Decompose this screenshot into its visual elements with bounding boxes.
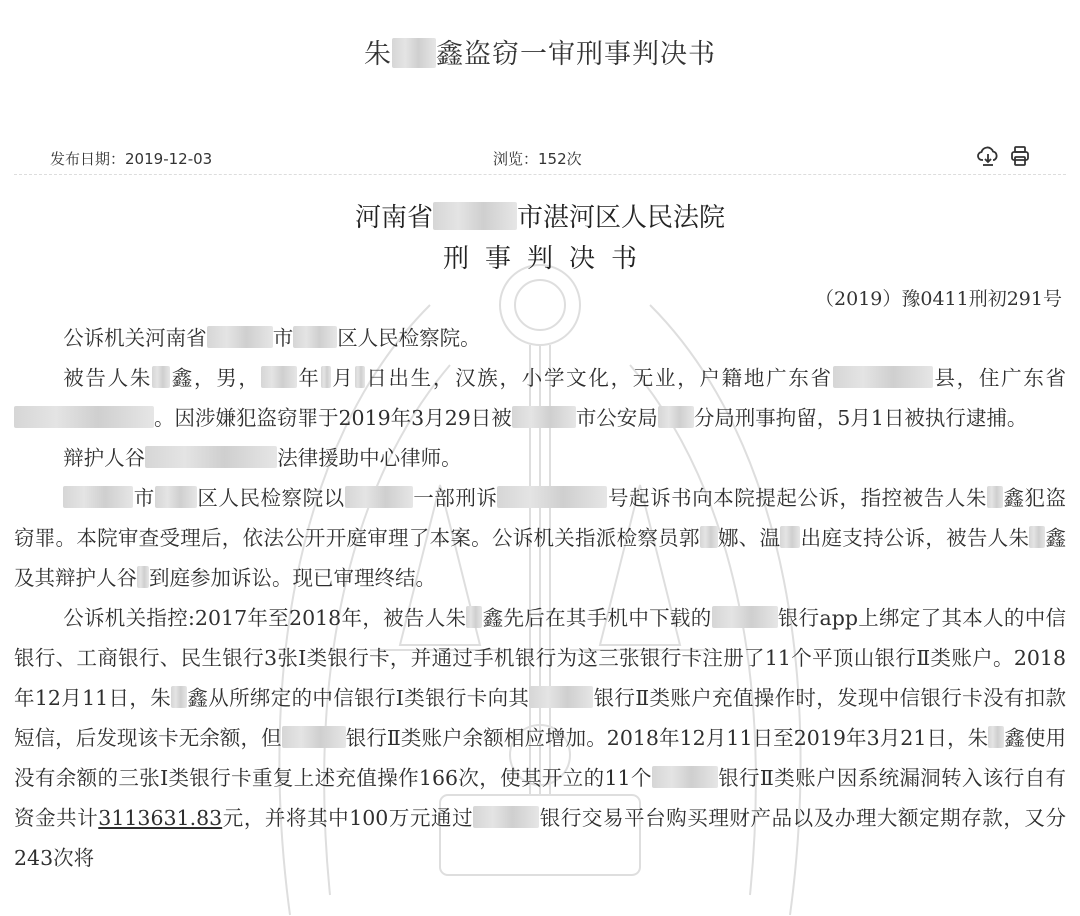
views-value: 152次 bbox=[538, 150, 582, 168]
case-number: （2019）豫0411刑初291号 bbox=[815, 288, 1062, 310]
download-icon[interactable] bbox=[976, 144, 1000, 168]
text-segment: 元，并将其中100万元通过 bbox=[222, 806, 474, 830]
text-segment: 银行Ⅱ类账户余额相应增加。2018年12月11日至2019年3月21日，朱 bbox=[345, 726, 989, 750]
publish-date-value: 2019-12-03 bbox=[125, 150, 213, 168]
redacted bbox=[155, 486, 197, 508]
text-segment: 到庭参加诉讼。现已审理终结。 bbox=[149, 566, 436, 590]
redacted bbox=[261, 366, 297, 388]
text-segment: 银行app上绑定了其本人的中信银行、工商银行、民生银行3张Ⅰ类银行卡，并通过手机银行为这三张银行卡注册了11个平顶山银行Ⅱ类账户。2018年12月11日，朱 bbox=[14, 606, 1067, 710]
header-divider bbox=[14, 174, 1066, 175]
text-segment: 银行交易平台购买理财产品以及办理大额定期存款，又分243次将 bbox=[14, 806, 1067, 870]
text-segment: 。因涉嫌犯盗窃罪于2019年3月29日被 bbox=[154, 406, 512, 430]
redacted bbox=[14, 406, 154, 428]
text-segment: 法律援助中心律师。 bbox=[277, 446, 462, 470]
redacted bbox=[293, 326, 337, 348]
redacted bbox=[345, 486, 413, 508]
text-segment: 市公安局 bbox=[575, 406, 658, 430]
publish-date-label: 发布日期： bbox=[50, 150, 126, 168]
doc-actions bbox=[976, 144, 1032, 168]
text-segment: 鑫先后在其手机中下载的 bbox=[482, 606, 712, 630]
meta-bar bbox=[0, 140, 1080, 174]
views-label: 浏览： bbox=[493, 150, 539, 168]
redacted bbox=[652, 766, 718, 788]
redacted bbox=[712, 606, 778, 628]
redacted bbox=[780, 526, 800, 548]
redacted-name bbox=[392, 38, 436, 68]
redacted-city bbox=[433, 202, 517, 230]
view-count bbox=[493, 148, 582, 169]
stolen-amount: 3113631.83 bbox=[98, 806, 223, 830]
text-segment: 区人民检察院以 bbox=[196, 486, 345, 510]
redacted bbox=[1029, 526, 1045, 548]
redacted bbox=[145, 446, 277, 468]
text-segment: 银行Ⅱ类账户因系统漏洞转入该行自有资金共计 bbox=[14, 766, 1067, 830]
print-icon[interactable] bbox=[1008, 144, 1032, 168]
text-segment: 鑫使用没有余额的三张Ⅰ类银行卡重复上述充值操作166次，使其开立的11个 bbox=[14, 726, 1067, 790]
text-segment: 鑫从所绑定的中信银行Ⅰ类银行卡向其 bbox=[187, 686, 530, 710]
title-prefix: 朱 bbox=[364, 39, 392, 70]
redacted bbox=[137, 566, 149, 588]
court-province: 河南省 bbox=[354, 203, 433, 233]
text-segment: 市 bbox=[133, 486, 155, 510]
text-segment: 号起诉书向本院提起公诉，指控被告人朱 bbox=[607, 486, 987, 510]
text-segment: 日出生，汉族，小学文化，无业，户籍地广东省 bbox=[364, 366, 833, 390]
redacted bbox=[207, 326, 273, 348]
paragraph-proceedings bbox=[14, 478, 1066, 598]
paragraph-charges bbox=[14, 598, 1066, 878]
text-segment: 月 bbox=[330, 366, 355, 390]
text-segment: 市 bbox=[272, 326, 294, 350]
text-segment: 辩护人谷 bbox=[63, 446, 146, 470]
redacted bbox=[833, 366, 933, 388]
text-segment: 鑫犯盗窃罪。本院审查受理后，依法公开开庭审理了本案。公诉机关指派检察员郭 bbox=[14, 486, 1067, 550]
redacted bbox=[152, 366, 170, 388]
redacted bbox=[466, 606, 482, 628]
document-type: 刑事判决书 bbox=[442, 244, 653, 274]
redacted bbox=[282, 726, 346, 748]
page-title bbox=[0, 32, 1080, 71]
redacted bbox=[63, 486, 133, 508]
redacted bbox=[321, 366, 331, 388]
redacted bbox=[497, 486, 607, 508]
redacted bbox=[529, 686, 593, 708]
text-segment: 公诉机关指控:2017年至2018年，被告人朱 bbox=[63, 606, 467, 630]
text-segment: 县，住广东省 bbox=[932, 366, 1067, 390]
redacted bbox=[171, 686, 187, 708]
redacted bbox=[473, 806, 539, 828]
text-segment: 年 bbox=[296, 366, 321, 390]
paragraph-prosecutor bbox=[14, 318, 1066, 358]
paragraph-defendant bbox=[14, 358, 1066, 438]
redacted bbox=[700, 526, 718, 548]
text-segment: 被告人朱 bbox=[63, 366, 153, 390]
redacted bbox=[987, 486, 1003, 508]
title-suffix: 鑫盗窃一审刑事判决书 bbox=[436, 39, 716, 70]
text-segment: 区人民检察院。 bbox=[337, 326, 481, 350]
court-suffix: 市湛河区人民法院 bbox=[517, 203, 726, 233]
text-segment: 银行Ⅱ类账户充值操作时，发现中信银行卡没有扣款短信，后发现该卡无余额，但 bbox=[14, 686, 1066, 750]
redacted bbox=[512, 406, 576, 428]
judgment-body bbox=[14, 318, 1066, 878]
redacted bbox=[988, 726, 1004, 748]
publish-date bbox=[50, 148, 212, 169]
text-segment: 公诉机关河南省 bbox=[63, 326, 207, 350]
redacted bbox=[355, 366, 365, 388]
redacted bbox=[658, 406, 694, 428]
text-segment: 娜、温 bbox=[717, 526, 781, 550]
court-name bbox=[0, 197, 1080, 234]
text-segment: 一部刑诉 bbox=[412, 486, 498, 510]
text-segment: 分局刑事拘留，5月1日被执行逮捕。 bbox=[693, 406, 1028, 430]
text-segment: 出庭支持公诉，被告人朱 bbox=[800, 526, 1030, 550]
text-segment: 鑫及其辩护人谷 bbox=[14, 526, 1067, 590]
text-segment: 鑫，男， bbox=[170, 366, 261, 390]
paragraph-defense bbox=[14, 438, 1066, 478]
